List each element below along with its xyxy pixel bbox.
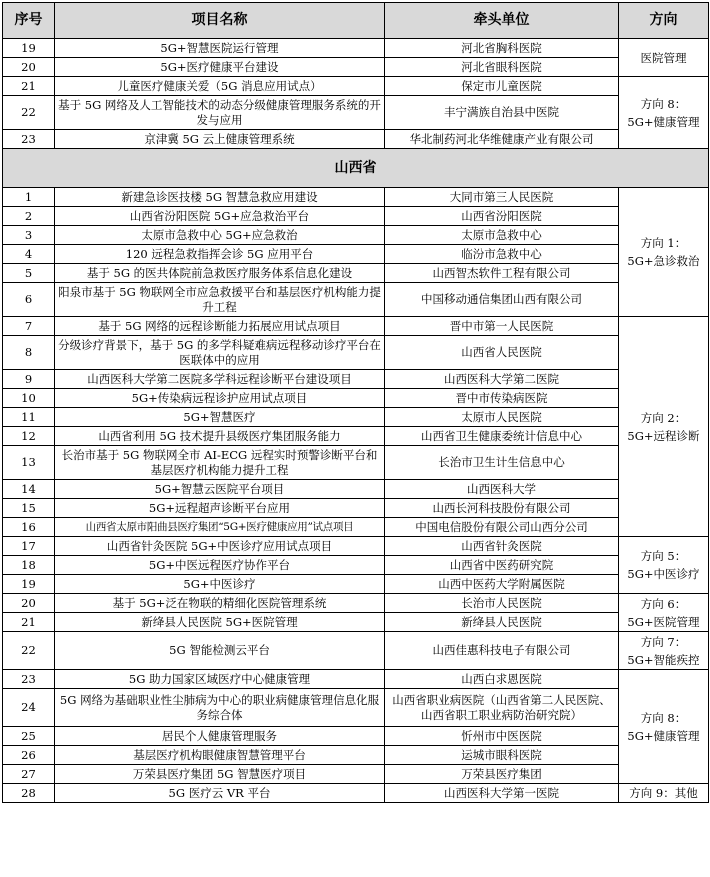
row-unit: 河北省眼科医院	[385, 58, 619, 77]
row-no: 22	[3, 632, 55, 670]
table-row	[3, 746, 709, 765]
row-name: 新绛县人民医院 5G+医院管理	[55, 613, 385, 632]
table-row	[3, 784, 709, 803]
row-no: 19	[3, 39, 55, 58]
row-no: 6	[3, 283, 55, 317]
row-no: 15	[3, 499, 55, 518]
direction-cell: 方向 1：5G+急诊救治	[619, 188, 709, 317]
table-row	[3, 727, 709, 746]
row-no: 20	[3, 58, 55, 77]
row-name: 新建急诊医技楼 5G 智慧急救应用建设	[55, 188, 385, 207]
table-row	[3, 226, 709, 245]
row-name: 山西医科大学第二医院多学科远程诊断平台建设项目	[55, 370, 385, 389]
direction-cell: 方向 2：5G+远程诊断	[619, 317, 709, 537]
row-name: 基于 5G 的医共体院前急救医疗服务体系信息化建设	[55, 264, 385, 283]
header-unit: 牵头单位	[385, 3, 619, 39]
row-unit: 保定市儿童医院	[385, 77, 619, 96]
row-name: 5G 助力国家区域医疗中心健康管理	[55, 670, 385, 689]
row-unit: 山西省人民医院	[385, 336, 619, 370]
row-name: 长治市基于 5G 物联网全市 AI-ECG 远程实时预警诊断平台和基层医疗机构能力提升工程	[55, 446, 385, 480]
header-name: 项目名称	[55, 3, 385, 39]
table-row	[3, 499, 709, 518]
row-unit: 山西医科大学第二医院	[385, 370, 619, 389]
row-no: 13	[3, 446, 55, 480]
table-row	[3, 613, 709, 632]
row-no: 21	[3, 77, 55, 96]
row-no: 2	[3, 207, 55, 226]
row-name: 5G 智能检测云平台	[55, 632, 385, 670]
header-row	[3, 3, 709, 39]
row-unit: 太原市急救中心	[385, 226, 619, 245]
row-name: 基于 5G+泛在物联的精细化医院管理系统	[55, 594, 385, 613]
row-unit: 山西省中医药研究院	[385, 556, 619, 575]
row-no: 28	[3, 784, 55, 803]
row-unit: 河北省胸科医院	[385, 39, 619, 58]
row-no: 1	[3, 188, 55, 207]
row-no: 23	[3, 670, 55, 689]
row-name: 5G+智慧医院运行管理	[55, 39, 385, 58]
header-no: 序号	[3, 3, 55, 39]
row-no: 23	[3, 130, 55, 149]
row-unit: 晋中市传染病医院	[385, 389, 619, 408]
row-name: 山西省利用 5G 技术提升县级医疗集团服务能力	[55, 427, 385, 446]
row-unit: 山西医科大学第一医院	[385, 784, 619, 803]
row-unit: 忻州市中医医院	[385, 727, 619, 746]
row-name: 太原市急救中心 5G+应急救治	[55, 226, 385, 245]
row-no: 14	[3, 480, 55, 499]
row-no: 12	[3, 427, 55, 446]
row-unit: 山西省针灸医院	[385, 537, 619, 556]
row-name: 基于 5G 网络及人工智能技术的动态分级健康管理服务系统的开发与应用	[55, 96, 385, 130]
row-name: 5G+医疗健康平台建设	[55, 58, 385, 77]
table-row	[3, 518, 709, 537]
row-unit: 山西智杰软件工程有限公司	[385, 264, 619, 283]
table-row	[3, 58, 709, 77]
row-unit: 山西医科大学	[385, 480, 619, 499]
row-unit: 中国电信股份有限公司山西分公司	[385, 518, 619, 537]
row-unit: 运城市眼科医院	[385, 746, 619, 765]
row-unit: 山西长河科技股份有限公司	[385, 499, 619, 518]
table-row	[3, 188, 709, 207]
row-unit: 长治市人民医院	[385, 594, 619, 613]
province-title: 山西省	[3, 149, 709, 188]
row-unit: 山西省职业病医院（山西省第二人民医院、山西省职工职业病防治研究院）	[385, 689, 619, 727]
row-name: 基于 5G 网络的远程诊断能力拓展应用试点项目	[55, 317, 385, 336]
row-name: 山西省太原市阳曲县医疗集团“5G+医疗健康应用”试点项目	[55, 518, 385, 537]
row-name: 5G+远程超声诊断平台应用	[55, 499, 385, 518]
table-row	[3, 207, 709, 226]
table-row	[3, 39, 709, 58]
row-unit: 山西省卫生健康委统计信息中心	[385, 427, 619, 446]
row-name: 120 远程急救指挥会诊 5G 应用平台	[55, 245, 385, 264]
table-row	[3, 427, 709, 446]
row-unit: 万荣县医疗集团	[385, 765, 619, 784]
row-no: 21	[3, 613, 55, 632]
row-unit: 长治市卫生计生信息中心	[385, 446, 619, 480]
row-name: 5G+智慧云医院平台项目	[55, 480, 385, 499]
row-no: 19	[3, 575, 55, 594]
row-name: 基层医疗机构眼健康智慧管理平台	[55, 746, 385, 765]
row-name: 阳泉市基于 5G 物联网全市应急救援平台和基层医疗机构能力提升工程	[55, 283, 385, 317]
row-unit: 丰宁满族自治县中医院	[385, 96, 619, 130]
row-name: 5G+智慧医疗	[55, 408, 385, 427]
row-unit: 大同市第三人民医院	[385, 188, 619, 207]
table-row	[3, 446, 709, 480]
row-name: 5G+中医诊疗	[55, 575, 385, 594]
direction-cell: 方向 8：5G+健康管理	[619, 670, 709, 784]
row-no: 11	[3, 408, 55, 427]
row-unit: 中国移动通信集团山西有限公司	[385, 283, 619, 317]
table-row	[3, 96, 709, 130]
row-no: 20	[3, 594, 55, 613]
row-no: 9	[3, 370, 55, 389]
header-direction: 方向	[619, 3, 709, 39]
row-no: 3	[3, 226, 55, 245]
table-row	[3, 480, 709, 499]
row-unit: 新绛县人民医院	[385, 613, 619, 632]
table-row	[3, 537, 709, 556]
table-row	[3, 77, 709, 96]
row-no: 24	[3, 689, 55, 727]
table-row	[3, 556, 709, 575]
direction-cell: 方向 8：5G+健康管理	[619, 77, 709, 149]
row-name: 山西省汾阳医院 5G+应急救治平台	[55, 207, 385, 226]
row-unit: 山西中医药大学附属医院	[385, 575, 619, 594]
row-no: 4	[3, 245, 55, 264]
direction-cell: 医院管理	[619, 39, 709, 77]
direction-cell: 方向 6：5G+医院管理	[619, 594, 709, 632]
table-row	[3, 575, 709, 594]
row-name: 5G 医疗云 VR 平台	[55, 784, 385, 803]
table-row	[3, 317, 709, 336]
table-row	[3, 632, 709, 670]
table-row	[3, 670, 709, 689]
table-row	[3, 389, 709, 408]
direction-cell: 方向 9：其他	[619, 784, 709, 803]
row-unit: 山西白求恩医院	[385, 670, 619, 689]
row-name: 万荣县医疗集团 5G 智慧医疗项目	[55, 765, 385, 784]
table-row	[3, 689, 709, 727]
row-no: 10	[3, 389, 55, 408]
row-name: 居民个人健康管理服务	[55, 727, 385, 746]
row-no: 16	[3, 518, 55, 537]
row-unit: 晋中市第一人民医院	[385, 317, 619, 336]
row-unit: 山西省汾阳医院	[385, 207, 619, 226]
row-no: 7	[3, 317, 55, 336]
row-unit: 临汾市急救中心	[385, 245, 619, 264]
table-row	[3, 283, 709, 317]
table-row	[3, 408, 709, 427]
row-no: 25	[3, 727, 55, 746]
row-name: 5G+中医远程医疗协作平台	[55, 556, 385, 575]
direction-cell: 方向 7：5G+智能疾控	[619, 632, 709, 670]
table-row	[3, 370, 709, 389]
table-row	[3, 264, 709, 283]
row-unit: 太原市人民医院	[385, 408, 619, 427]
table-row	[3, 245, 709, 264]
table-row	[3, 336, 709, 370]
row-no: 17	[3, 537, 55, 556]
project-table	[2, 2, 709, 803]
row-no: 5	[3, 264, 55, 283]
table-row	[3, 130, 709, 149]
row-unit: 山西佳惠科技电子有限公司	[385, 632, 619, 670]
row-no: 26	[3, 746, 55, 765]
table-row	[3, 594, 709, 613]
row-no: 27	[3, 765, 55, 784]
row-name: 儿童医疗健康关爱（5G 消息应用试点）	[55, 77, 385, 96]
row-unit: 华北制药河北华维健康产业有限公司	[385, 130, 619, 149]
row-name: 分级诊疗背景下，基于 5G 的多学科疑难病远程移动诊疗平台在医联体中的应用	[55, 336, 385, 370]
row-name: 5G 网络为基础职业性尘肺病为中心的职业病健康管理信息化服务综合体	[55, 689, 385, 727]
row-name: 山西省针灸医院 5G+中医诊疗应用试点项目	[55, 537, 385, 556]
row-no: 18	[3, 556, 55, 575]
table-row	[3, 765, 709, 784]
row-name: 5G+传染病远程诊护应用试点项目	[55, 389, 385, 408]
province-row	[3, 149, 709, 188]
direction-cell: 方向 5：5G+中医诊疗	[619, 537, 709, 594]
row-no: 22	[3, 96, 55, 130]
row-name: 京津冀 5G 云上健康管理系统	[55, 130, 385, 149]
row-no: 8	[3, 336, 55, 370]
